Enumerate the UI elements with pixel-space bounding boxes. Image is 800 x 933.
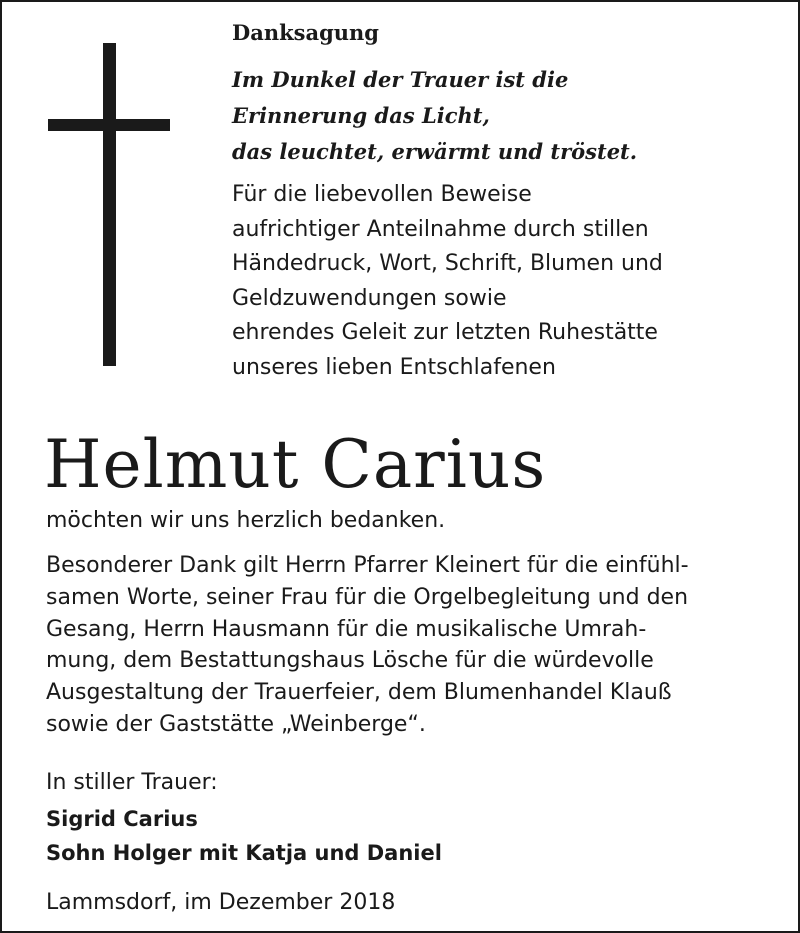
motto-quote	[232, 62, 637, 170]
motto-line: Erinnerung das Licht,	[232, 103, 490, 128]
place-and-date: Lammsdorf, im Dezember 2018	[46, 890, 396, 915]
special-thanks	[46, 550, 689, 741]
mourner-list	[46, 802, 442, 870]
special-thanks-line: samen Worte, seiner Frau für die Orgelbegleitung und den	[46, 584, 689, 610]
intro-line: Für die liebevollen Beweise	[232, 182, 532, 207]
special-thanks-line: Besonderer Dank gilt Herrn Pfarrer Kleinert für die einfühl-	[46, 553, 689, 578]
deceased-name: Helmut Carius	[44, 426, 547, 503]
intro-line: Händedruck, Wort, Schrift, Blumen und	[232, 251, 663, 276]
notice-headline: Danksagung	[232, 20, 379, 45]
intro-line: aufrichtiger Anteilnahme durch stillen	[232, 216, 649, 242]
intro-line: unseres lieben Entschlafenen	[232, 354, 556, 380]
mourner-name: Sigrid Carius	[46, 807, 198, 831]
cross-horizontal-bar	[48, 119, 170, 131]
motto-line: das leuchtet, erwärmt und tröstet.	[232, 139, 638, 164]
intro-line: Geldzuwendungen sowie	[232, 285, 507, 311]
special-thanks-line: mung, dem Bestattungshaus Lösche für die würdevolle	[46, 648, 654, 674]
mourner-name: Sohn Holger mit Katja und Daniel	[46, 841, 442, 865]
intro-line: ehrendes Geleit zur letzten Ruhestätte	[232, 320, 658, 345]
thanks-closing: möchten wir uns herzlich bedanken.	[46, 508, 446, 533]
special-thanks-line: Gesang, Herrn Hausmann für die musikalische Umrah-	[46, 616, 647, 642]
special-thanks-line: sowie der Gaststätte „Weinberge“.	[46, 711, 426, 737]
thanks-intro	[232, 178, 663, 385]
mourning-label: In stiller Trauer:	[46, 770, 218, 795]
motto-line: Im Dunkel der Trauer ist die	[232, 67, 569, 92]
cross-vertical-bar	[103, 43, 116, 366]
special-thanks-line: Ausgestaltung der Trauerfeier, dem Blumenhandel Klauß	[46, 680, 672, 706]
